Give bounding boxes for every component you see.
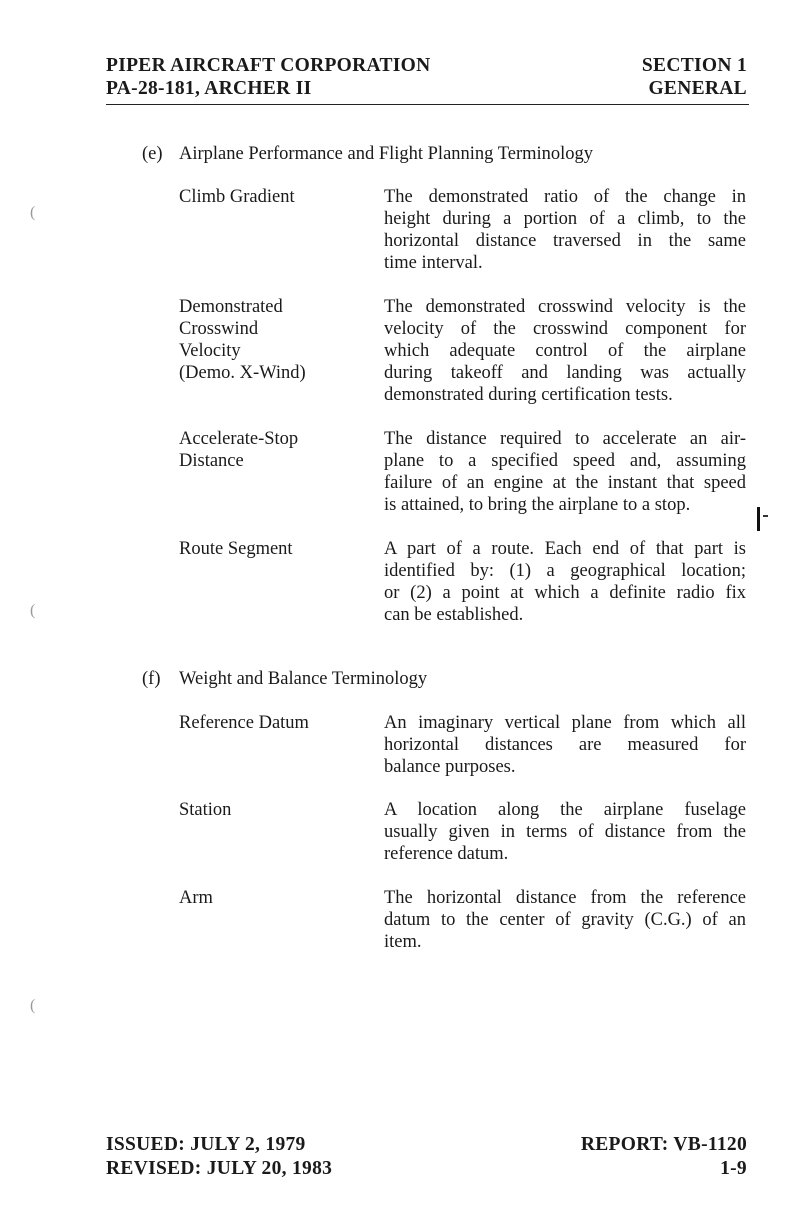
def-line: A location along the airplane fuselage (384, 800, 746, 820)
section-e-heading: Airplane Performance and Flight Planning Terminology (179, 144, 594, 164)
term-line: (Demo. X-Wind) (179, 363, 306, 383)
section-e-title (142, 143, 593, 165)
def-line: horizontal distances are measured for (384, 735, 746, 755)
def-line: balance purposes. (384, 757, 516, 777)
scan-mark: ( (30, 997, 36, 1014)
def-line: item. (384, 932, 422, 952)
header-right (642, 54, 747, 100)
term-demonstrated-crosswind (179, 296, 369, 384)
section-f-title (142, 668, 427, 690)
def-line: The demonstrated crosswind velocity is the (384, 297, 746, 317)
section-f-heading: Weight and Balance Terminology (179, 669, 428, 689)
def-line: identified by: (1) a geographical location; (384, 561, 746, 581)
term-line: Climb Gradient (179, 187, 295, 207)
def-station (384, 799, 746, 865)
def-reference-datum (384, 712, 746, 778)
section-name: GENERAL (648, 78, 747, 99)
def-line: demonstrated during certification tests. (384, 385, 673, 405)
def-line: usually given in terms of distance from the (384, 822, 746, 842)
def-arm (384, 887, 746, 953)
term-line: Demonstrated (179, 297, 283, 317)
def-line: A part of a route. Each end of that part is (384, 539, 746, 559)
term-line: Station (179, 800, 232, 820)
term-reference-datum (179, 712, 369, 734)
section-e-label: (e) (142, 144, 163, 164)
term-line: Crosswind (179, 319, 259, 339)
term-line: Reference Datum (179, 713, 309, 733)
term-line: Accelerate-Stop (179, 429, 299, 449)
def-line: The horizontal distance from the reference (384, 888, 746, 908)
def-line: datum to the center of gravity (C.G.) of an (384, 910, 746, 930)
def-line: is attained, to bring the airplane to a stop. (384, 495, 691, 515)
term-line: Arm (179, 888, 213, 908)
report-number: REPORT: VB-1120 (580, 1134, 747, 1155)
company-name: PIPER AIRCRAFT CORPORATION (106, 55, 431, 76)
header-rule (106, 104, 749, 105)
def-line: can be established. (384, 605, 524, 625)
def-line: failure of an engine at the instant that speed (384, 473, 746, 493)
def-line: or (2) a point at which a definite radio fix (384, 583, 746, 603)
issued-date: ISSUED: JULY 2, 1979 (106, 1134, 306, 1155)
term-route-segment (179, 538, 369, 560)
revised-date: REVISED: JULY 20, 1983 (106, 1158, 333, 1179)
section-number: SECTION 1 (641, 55, 747, 76)
section-f-label: (f) (142, 669, 161, 689)
header-left (106, 54, 431, 100)
def-line: reference datum. (384, 844, 509, 864)
term-line: Velocity (179, 341, 241, 361)
page-number: 1-9 (720, 1158, 747, 1179)
def-accelerate-stop (384, 428, 746, 516)
def-route-segment (384, 538, 746, 626)
def-line: An imaginary vertical plane from which all (384, 713, 746, 733)
def-line: plane to a specified speed and, assuming (384, 451, 746, 471)
def-line: which adequate control of the airplane (384, 341, 746, 361)
aircraft-model: PA-28-181, ARCHER II (106, 78, 312, 99)
def-demonstrated-crosswind (384, 296, 746, 406)
term-accelerate-stop (179, 428, 369, 472)
def-line: velocity of the crosswind component for (384, 319, 746, 339)
term-arm (179, 887, 369, 909)
term-station (179, 799, 369, 821)
term-line: Distance (179, 451, 244, 471)
term-climb-gradient (179, 186, 369, 208)
def-line: horizontal distance traversed in the same (384, 231, 746, 251)
def-climb-gradient (384, 186, 746, 274)
def-line: height during a portion of a climb, to the (384, 209, 746, 229)
def-line: time interval. (384, 253, 483, 273)
def-line: The demonstrated ratio of the change in (384, 187, 746, 207)
footer-right (581, 1133, 747, 1181)
term-line: Route Segment (179, 539, 293, 559)
revision-bar-mark (763, 515, 768, 517)
def-line: during takeoff and landing was actually (384, 363, 746, 383)
def-line: The distance required to accelerate an air- (384, 429, 746, 449)
scan-mark: ( (30, 602, 36, 619)
footer-left (106, 1133, 332, 1181)
revision-bar (757, 507, 760, 531)
scan-mark: ( (30, 204, 36, 221)
